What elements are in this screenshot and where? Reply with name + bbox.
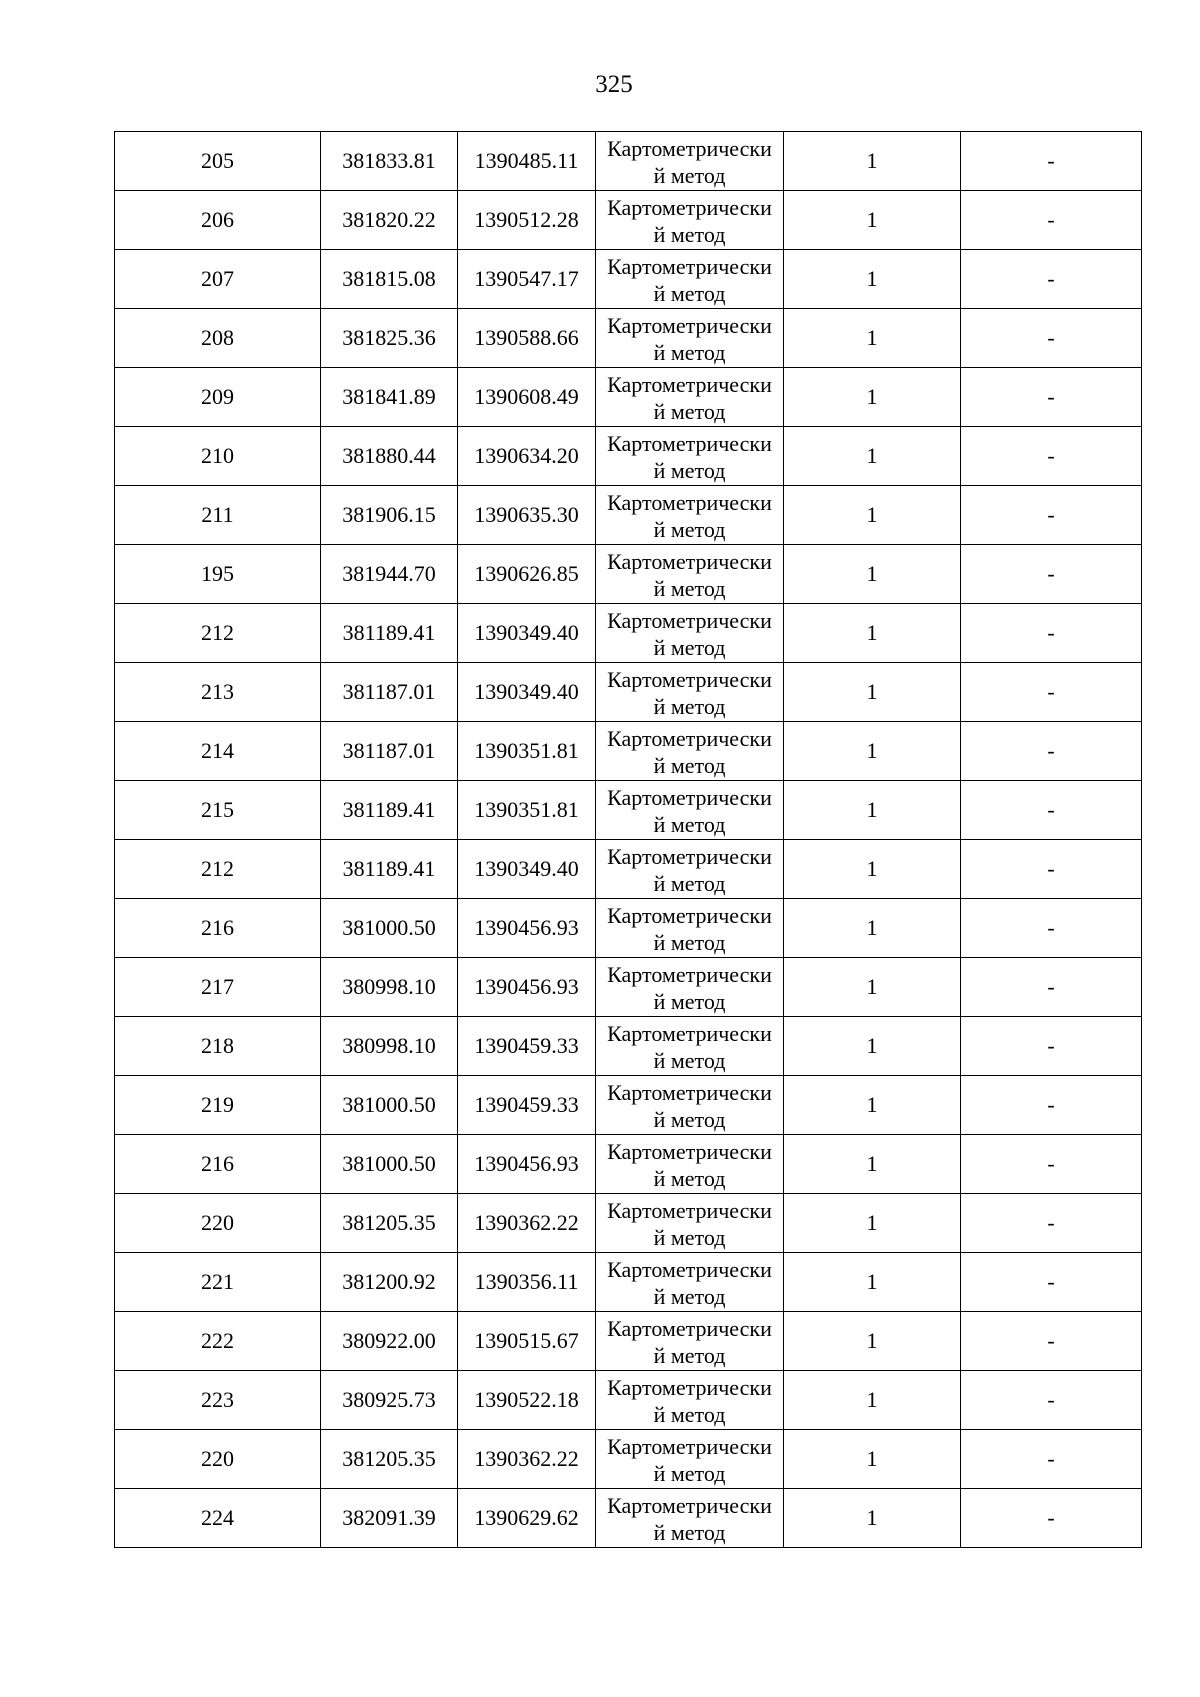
- accuracy-cell: 1: [784, 1430, 961, 1489]
- y-coordinate-cell: 1390608.49: [458, 368, 596, 427]
- method-cell: [596, 250, 784, 309]
- point-number-cell: 216: [115, 1135, 321, 1194]
- accuracy-cell: 1: [784, 191, 961, 250]
- method-text-line-1: Картометрически: [607, 1433, 772, 1459]
- table-row: [115, 899, 1142, 958]
- note-cell: -: [961, 309, 1142, 368]
- method-text-line-2: й метод: [653, 929, 726, 955]
- table-row: [115, 1076, 1142, 1135]
- method-text-line-1: Картометрически: [607, 607, 772, 633]
- point-number-cell: 220: [115, 1430, 321, 1489]
- method-text-line-1: Картометрически: [607, 253, 772, 279]
- point-number-cell: 209: [115, 368, 321, 427]
- x-coordinate-cell: 381906.15: [321, 486, 458, 545]
- table-row: [115, 1017, 1142, 1076]
- method-text-line-2: й метод: [653, 1224, 726, 1250]
- x-coordinate-cell: 381880.44: [321, 427, 458, 486]
- y-coordinate-cell: 1390351.81: [458, 722, 596, 781]
- note-cell: -: [961, 1076, 1142, 1135]
- x-coordinate-cell: 380998.10: [321, 1017, 458, 1076]
- method-text-line-2: й метод: [653, 752, 726, 778]
- accuracy-cell: 1: [784, 1017, 961, 1076]
- accuracy-cell: 1: [784, 1076, 961, 1135]
- note-cell: -: [961, 427, 1142, 486]
- method-cell: [596, 191, 784, 250]
- coordinates-table: [114, 131, 1142, 1548]
- method-text-line-2: й метод: [653, 516, 726, 542]
- point-number-cell: 221: [115, 1253, 321, 1312]
- y-coordinate-cell: 1390522.18: [458, 1371, 596, 1430]
- x-coordinate-cell: 381944.70: [321, 545, 458, 604]
- y-coordinate-cell: 1390456.93: [458, 1135, 596, 1194]
- accuracy-cell: 1: [784, 1312, 961, 1371]
- table-row: [115, 604, 1142, 663]
- method-text-line-1: Картометрически: [607, 548, 772, 574]
- note-cell: -: [961, 663, 1142, 722]
- note-cell: -: [961, 368, 1142, 427]
- y-coordinate-cell: 1390349.40: [458, 840, 596, 899]
- method-text-line-2: й метод: [653, 575, 726, 601]
- point-number-cell: 212: [115, 840, 321, 899]
- method-text-line-1: Картометрически: [607, 843, 772, 869]
- table-row: [115, 1135, 1142, 1194]
- method-text-line-2: й метод: [653, 634, 726, 660]
- table-row: [115, 368, 1142, 427]
- point-number-cell: 211: [115, 486, 321, 545]
- y-coordinate-cell: 1390456.93: [458, 958, 596, 1017]
- note-cell: -: [961, 840, 1142, 899]
- accuracy-cell: 1: [784, 604, 961, 663]
- method-text-line-2: й метод: [653, 398, 726, 424]
- point-number-cell: 224: [115, 1489, 321, 1548]
- method-text-line-2: й метод: [653, 457, 726, 483]
- method-cell: [596, 1253, 784, 1312]
- x-coordinate-cell: 381000.50: [321, 899, 458, 958]
- x-coordinate-cell: 381205.35: [321, 1194, 458, 1253]
- table-row: [115, 545, 1142, 604]
- accuracy-cell: 1: [784, 722, 961, 781]
- y-coordinate-cell: 1390588.66: [458, 309, 596, 368]
- method-text-line-1: Картометрически: [607, 135, 772, 161]
- page-number: 325: [595, 71, 633, 98]
- accuracy-cell: 1: [784, 781, 961, 840]
- method-text-line-1: Картометрически: [607, 784, 772, 810]
- point-number-cell: 210: [115, 427, 321, 486]
- point-number-cell: 206: [115, 191, 321, 250]
- note-cell: -: [961, 191, 1142, 250]
- point-number-cell: 205: [115, 132, 321, 191]
- table-row: [115, 840, 1142, 899]
- table-row: [115, 250, 1142, 309]
- accuracy-cell: 1: [784, 958, 961, 1017]
- note-cell: -: [961, 132, 1142, 191]
- table-row: [115, 1194, 1142, 1253]
- y-coordinate-cell: 1390349.40: [458, 663, 596, 722]
- method-text-line-2: й метод: [653, 1283, 726, 1309]
- y-coordinate-cell: 1390485.11: [458, 132, 596, 191]
- point-number-cell: 195: [115, 545, 321, 604]
- y-coordinate-cell: 1390634.20: [458, 427, 596, 486]
- y-coordinate-cell: 1390635.30: [458, 486, 596, 545]
- accuracy-cell: 1: [784, 486, 961, 545]
- method-cell: [596, 427, 784, 486]
- note-cell: -: [961, 604, 1142, 663]
- x-coordinate-cell: 381189.41: [321, 604, 458, 663]
- accuracy-cell: 1: [784, 132, 961, 191]
- x-coordinate-cell: 381189.41: [321, 840, 458, 899]
- accuracy-cell: 1: [784, 1489, 961, 1548]
- method-text-line-1: Картометрически: [607, 1374, 772, 1400]
- x-coordinate-cell: 381205.35: [321, 1430, 458, 1489]
- method-cell: [596, 1312, 784, 1371]
- point-number-cell: 218: [115, 1017, 321, 1076]
- method-cell: [596, 132, 784, 191]
- method-cell: [596, 1371, 784, 1430]
- method-text-line-2: й метод: [653, 811, 726, 837]
- note-cell: -: [961, 1430, 1142, 1489]
- x-coordinate-cell: 381833.81: [321, 132, 458, 191]
- method-text-line-2: й метод: [653, 1519, 726, 1545]
- y-coordinate-cell: 1390351.81: [458, 781, 596, 840]
- point-number-cell: 223: [115, 1371, 321, 1430]
- note-cell: -: [961, 1017, 1142, 1076]
- y-coordinate-cell: 1390459.33: [458, 1017, 596, 1076]
- accuracy-cell: 1: [784, 1371, 961, 1430]
- point-number-cell: 215: [115, 781, 321, 840]
- note-cell: -: [961, 899, 1142, 958]
- table-row: [115, 958, 1142, 1017]
- method-cell: [596, 1076, 784, 1135]
- method-cell: [596, 1194, 784, 1253]
- x-coordinate-cell: 381000.50: [321, 1135, 458, 1194]
- method-text-line-2: й метод: [653, 1165, 726, 1191]
- table-row: [115, 1489, 1142, 1548]
- method-text-line-1: Картометрически: [607, 1020, 772, 1046]
- note-cell: -: [961, 958, 1142, 1017]
- method-text-line-1: Картометрически: [607, 430, 772, 456]
- method-text-line-2: й метод: [653, 221, 726, 247]
- x-coordinate-cell: 381815.08: [321, 250, 458, 309]
- y-coordinate-cell: 1390456.93: [458, 899, 596, 958]
- x-coordinate-cell: 382091.39: [321, 1489, 458, 1548]
- method-text-line-2: й метод: [653, 339, 726, 365]
- accuracy-cell: 1: [784, 1194, 961, 1253]
- method-text-line-1: Картометрически: [607, 1138, 772, 1164]
- method-text-line-2: й метод: [653, 1460, 726, 1486]
- x-coordinate-cell: 381000.50: [321, 1076, 458, 1135]
- accuracy-cell: 1: [784, 899, 961, 958]
- x-coordinate-cell: 381187.01: [321, 722, 458, 781]
- method-text-line-1: Картометрически: [607, 194, 772, 220]
- method-text-line-1: Картометрически: [607, 1197, 772, 1223]
- method-text-line-1: Картометрически: [607, 961, 772, 987]
- method-cell: [596, 840, 784, 899]
- method-text-line-2: й метод: [653, 1401, 726, 1427]
- method-cell: [596, 486, 784, 545]
- x-coordinate-cell: 381841.89: [321, 368, 458, 427]
- method-text-line-2: й метод: [653, 693, 726, 719]
- note-cell: -: [961, 722, 1142, 781]
- method-text-line-2: й метод: [653, 162, 726, 188]
- x-coordinate-cell: 380922.00: [321, 1312, 458, 1371]
- method-cell: [596, 958, 784, 1017]
- method-text-line-1: Картометрически: [607, 666, 772, 692]
- method-cell: [596, 368, 784, 427]
- accuracy-cell: 1: [784, 250, 961, 309]
- y-coordinate-cell: 1390362.22: [458, 1194, 596, 1253]
- accuracy-cell: 1: [784, 368, 961, 427]
- method-text-line-2: й метод: [653, 1047, 726, 1073]
- table-row: [115, 1430, 1142, 1489]
- y-coordinate-cell: 1390626.85: [458, 545, 596, 604]
- note-cell: -: [961, 781, 1142, 840]
- accuracy-cell: 1: [784, 1253, 961, 1312]
- x-coordinate-cell: 380925.73: [321, 1371, 458, 1430]
- method-cell: [596, 663, 784, 722]
- method-text-line-2: й метод: [653, 280, 726, 306]
- y-coordinate-cell: 1390629.62: [458, 1489, 596, 1548]
- y-coordinate-cell: 1390362.22: [458, 1430, 596, 1489]
- accuracy-cell: 1: [784, 663, 961, 722]
- point-number-cell: 214: [115, 722, 321, 781]
- point-number-cell: 213: [115, 663, 321, 722]
- method-cell: [596, 1017, 784, 1076]
- table-row: [115, 1312, 1142, 1371]
- method-text-line-1: Картометрически: [607, 1079, 772, 1105]
- method-text-line-2: й метод: [653, 1106, 726, 1132]
- note-cell: -: [961, 486, 1142, 545]
- point-number-cell: 212: [115, 604, 321, 663]
- table-row: [115, 427, 1142, 486]
- x-coordinate-cell: 381200.92: [321, 1253, 458, 1312]
- method-text-line-2: й метод: [653, 988, 726, 1014]
- y-coordinate-cell: 1390515.67: [458, 1312, 596, 1371]
- method-cell: [596, 309, 784, 368]
- method-text-line-2: й метод: [653, 870, 726, 896]
- note-cell: -: [961, 250, 1142, 309]
- x-coordinate-cell: 381820.22: [321, 191, 458, 250]
- method-text-line-2: й метод: [653, 1342, 726, 1368]
- method-text-line-1: Картометрически: [607, 371, 772, 397]
- x-coordinate-cell: 381825.36: [321, 309, 458, 368]
- accuracy-cell: 1: [784, 545, 961, 604]
- method-cell: [596, 1489, 784, 1548]
- x-coordinate-cell: 381187.01: [321, 663, 458, 722]
- method-text-line-1: Картометрически: [607, 1315, 772, 1341]
- note-cell: -: [961, 1194, 1142, 1253]
- x-coordinate-cell: 380998.10: [321, 958, 458, 1017]
- y-coordinate-cell: 1390349.40: [458, 604, 596, 663]
- point-number-cell: 217: [115, 958, 321, 1017]
- note-cell: -: [961, 1489, 1142, 1548]
- accuracy-cell: 1: [784, 427, 961, 486]
- point-number-cell: 222: [115, 1312, 321, 1371]
- note-cell: -: [961, 545, 1142, 604]
- note-cell: -: [961, 1312, 1142, 1371]
- method-cell: [596, 1430, 784, 1489]
- accuracy-cell: 1: [784, 309, 961, 368]
- method-text-line-1: Картометрически: [607, 725, 772, 751]
- table-row: [115, 486, 1142, 545]
- note-cell: -: [961, 1253, 1142, 1312]
- method-text-line-1: Картометрически: [607, 1492, 772, 1518]
- point-number-cell: 208: [115, 309, 321, 368]
- y-coordinate-cell: 1390356.11: [458, 1253, 596, 1312]
- point-number-cell: 207: [115, 250, 321, 309]
- point-number-cell: 220: [115, 1194, 321, 1253]
- method-text-line-1: Картометрически: [607, 489, 772, 515]
- note-cell: -: [961, 1135, 1142, 1194]
- method-text-line-1: Картометрически: [607, 312, 772, 338]
- table-row: [115, 722, 1142, 781]
- method-cell: [596, 545, 784, 604]
- method-cell: [596, 899, 784, 958]
- accuracy-cell: 1: [784, 840, 961, 899]
- method-text-line-1: Картометрически: [607, 1256, 772, 1282]
- table-row: [115, 191, 1142, 250]
- table-row: [115, 132, 1142, 191]
- y-coordinate-cell: 1390547.17: [458, 250, 596, 309]
- point-number-cell: 216: [115, 899, 321, 958]
- method-text-line-1: Картометрически: [607, 902, 772, 928]
- table-row: [115, 781, 1142, 840]
- accuracy-cell: 1: [784, 1135, 961, 1194]
- y-coordinate-cell: 1390459.33: [458, 1076, 596, 1135]
- method-cell: [596, 1135, 784, 1194]
- table-row: [115, 1253, 1142, 1312]
- x-coordinate-cell: 381189.41: [321, 781, 458, 840]
- note-cell: -: [961, 1371, 1142, 1430]
- method-cell: [596, 722, 784, 781]
- method-cell: [596, 604, 784, 663]
- table-row: [115, 663, 1142, 722]
- table-row: [115, 1371, 1142, 1430]
- y-coordinate-cell: 1390512.28: [458, 191, 596, 250]
- coordinates-table-body: [115, 132, 1142, 1548]
- point-number-cell: 219: [115, 1076, 321, 1135]
- table-row: [115, 309, 1142, 368]
- method-cell: [596, 781, 784, 840]
